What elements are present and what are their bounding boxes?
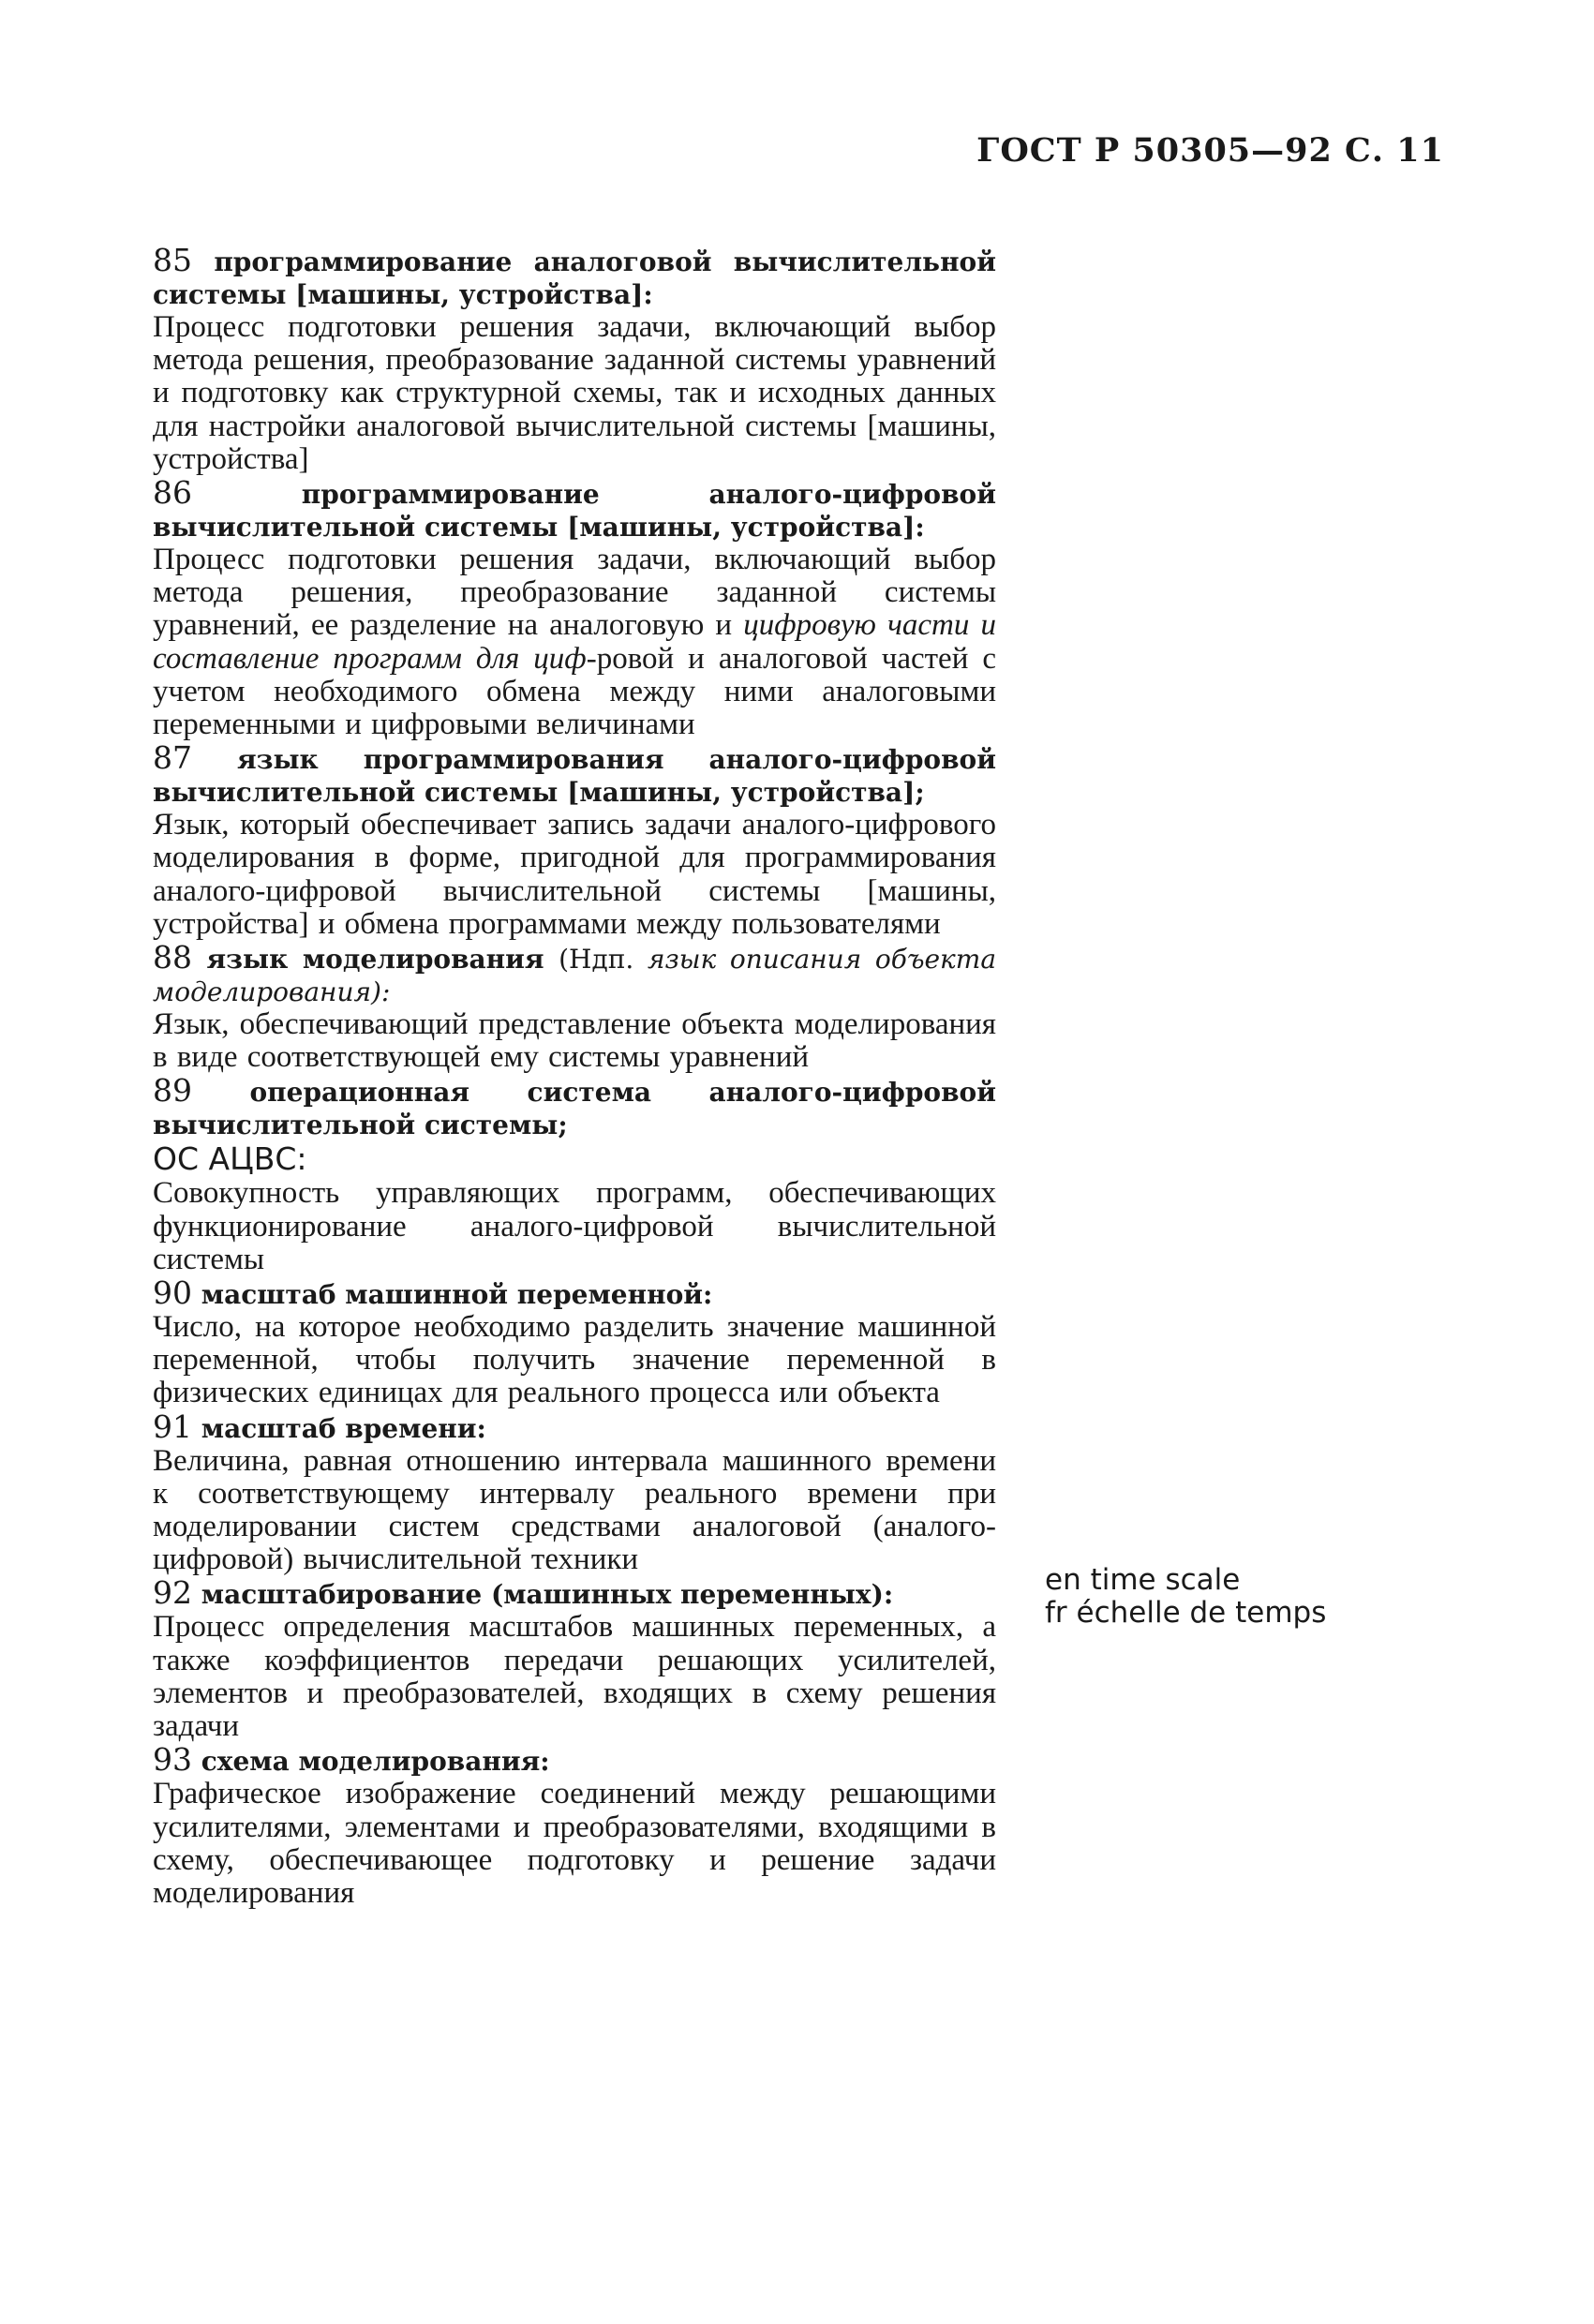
term-text: операционная система аналого-цифровой вычислительной системы; [153,1077,996,1141]
page-header: ГОСТ Р 50305—92 С. 11 [976,131,1444,170]
term-text: масштаб времени: [201,1412,486,1444]
term-heading [153,1410,996,1445]
term-number: 89 [153,1072,192,1110]
term-heading [153,1074,996,1141]
equivalent-fr: fr échelle de temps [1045,1596,1327,1630]
term-definition: Число, на которое необходимо разделить значение машинной переменной, чтобы получить значение переменной в физических единицах для реального процесса или объекта [153,1310,996,1410]
term-definition: Процесс определения масштабов машинных переменных, а также коэффициентов передачи решающих усилителей, элементов и преобразователей, входящих в схему решения задачи [153,1610,996,1744]
term-heading [153,1576,996,1611]
entry-89 [153,1074,996,1276]
equivalent-en: en time scale [1045,1563,1241,1597]
term-text: схема моделирования: [201,1746,550,1778]
foreign-equivalents [1045,1564,1326,1630]
term-number: 90 [153,1274,192,1312]
deprecated-term-text: язык описания объекта моделирования): [153,944,997,1008]
entry-88 [153,941,996,1074]
term-number: 86 [153,474,192,512]
term-heading [153,476,996,544]
term-number: 92 [153,1574,192,1612]
term-text: масштаб машинной переменной: [201,1279,713,1311]
entry-90 [153,1276,996,1410]
terms-column [153,244,996,1910]
definition-italic-text: цифровую части и составление программ для циф- [153,608,996,676]
term-text: язык программирования аналого-цифровой вычислительной системы [машины, устройства]; [153,744,996,809]
term-definition: Величина, равная отношению интервала машинного времени к соответствующему интервалу реального времени при моделировании систем средствами аналоговой (аналого-цифровой) вычислительной техники [153,1443,996,1577]
definition-text: Процесс подготовки решения задачи, включающий выбор метода решения, преобразование заданной системы уравнений, ее разделение на аналоговую и [153,543,996,643]
term-number: 91 [153,1408,192,1445]
term-definition: Язык, который обеспечивает запись задачи аналого-цифрового моделирования в форме, пригодной для программирования аналого-цифровой вычислительной системы [машины, устройства] и обмена программами между пользователями [153,808,996,941]
entry-93 [153,1743,996,1910]
term-number: 88 [153,939,192,976]
term-text: программирование аналого-цифровой вычислительной системы [машины, устройства]: [153,479,996,544]
entry-87 [153,741,996,941]
definition-text-continued: ровой и аналоговой частей с учетом необходимого обмена между ними аналоговыми переменными и цифровыми величинами [153,641,996,742]
term-number: 87 [153,739,192,777]
term-heading [153,741,996,809]
term-number: 93 [153,1741,192,1779]
term-definition: Процесс подготовки решения задачи, включающий выбор метода решения, преобразование заданной системы уравнений и подготовку как структурной схемы, так и исходных данных для настройки аналоговой вычислительной системы [машины, устройства] [153,310,996,476]
deprecated-prefix: (Ндп. [559,944,634,976]
term-text: программирование аналоговой вычислительной системы [машины, устройства]: [153,246,997,310]
term-number: 85 [153,242,192,278]
term-heading [153,941,996,1008]
term-definition: Совокупность управляющих программ, обеспечивающих функционирование аналого-цифровой вычислительной системы [153,1176,996,1276]
term-heading [153,1276,996,1311]
term-definition: Язык, обеспечивающий представление объекта моделирования в виде соответствующей ему системы уравнений [153,1007,996,1075]
entry-91 [153,1410,996,1577]
entry-85 [153,244,996,476]
term-heading [153,1743,996,1778]
term-definition [153,544,996,741]
term-abbreviation: ОС АЦВС: [153,1140,307,1178]
term-text: масштабирование (машинных переменных): [201,1579,894,1611]
term-heading [153,244,996,311]
term-text: язык моделирования [206,944,544,976]
entry-92 [153,1576,996,1743]
term-definition: Графическое изображение соединений между решающими усилителями, элементами и преобразователями, входящими в схему, обеспечивающее подготовку и решение задачи моделирования [153,1777,996,1910]
entry-86 [153,476,996,741]
